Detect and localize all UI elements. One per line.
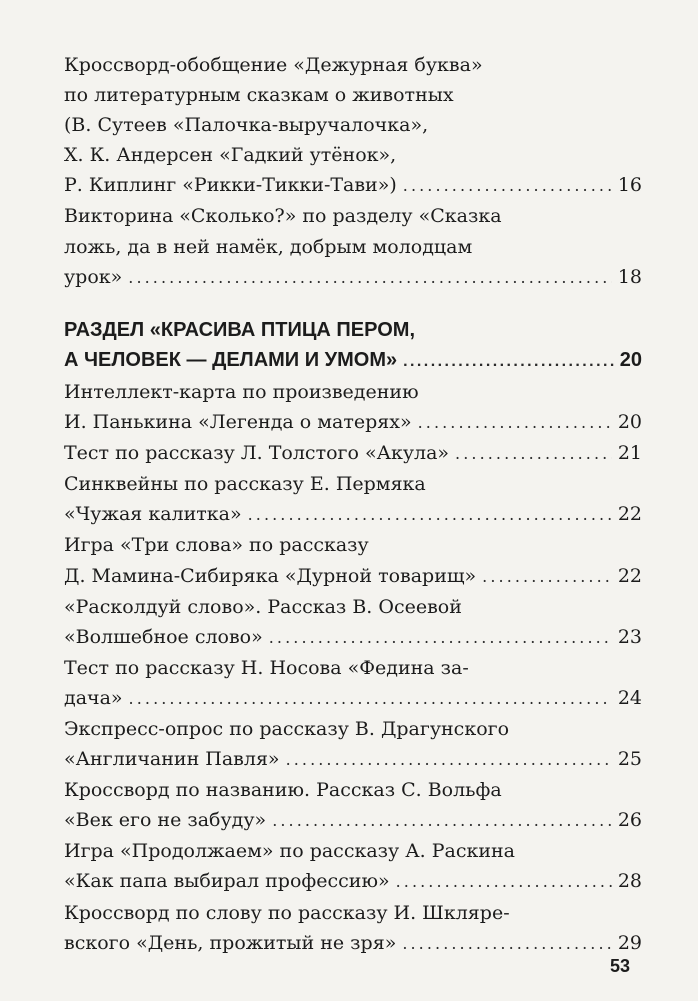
toc-entry-line: [64, 683, 642, 714]
toc-group-section-entries: [64, 377, 642, 959]
toc-entry-text: «Век его не забуду»: [64, 809, 267, 832]
toc-entry-line: [64, 898, 642, 928]
toc-entry-page-number: 23: [617, 625, 642, 648]
toc-entry-page-number: 21: [617, 442, 642, 465]
table-of-contents: [64, 50, 642, 959]
bleed-through-text: [636, 55, 698, 915]
toc-entry-text: по литературным сказкам о животных: [64, 84, 454, 107]
toc-entry-text: (В. Сутеев «Палочка-выручалочка»,: [64, 114, 429, 137]
toc-entry-page-number: 24: [617, 686, 642, 709]
toc-entry-text: Кроссворд-обобщение «Дежурная буква»: [64, 54, 483, 76]
dot-leader: [402, 929, 611, 959]
section-page-number: 20: [619, 348, 642, 371]
toc-entry-page-number: 22: [617, 503, 642, 526]
dot-leader: [129, 684, 612, 714]
toc-entry-line: [64, 438, 642, 469]
toc-entry-text: вского «День, прожитый не зря»: [64, 931, 397, 954]
toc-entry-text: ложь, да в ней намёк, добрым молодцам: [64, 235, 473, 258]
toc-entry-text: Интеллект-карта по произведению: [64, 380, 419, 403]
toc-entry-page-number: 28: [617, 870, 642, 893]
toc-entry-text: Тест по рассказу Н. Носова «Федина за-: [64, 656, 469, 679]
toc-entry-line: [64, 622, 642, 653]
toc-entry-line: [64, 262, 642, 293]
section-heading-line-2: А ЧЕЛОВЕК — ДЕЛАМИ И УМОМ» . . . 20: [64, 345, 642, 377]
toc-entry-page-number: 22: [617, 564, 642, 587]
toc-entry-text: урок»: [64, 265, 123, 288]
dot-leader: [396, 867, 612, 897]
toc-entry-text: «Англичанин Павля»: [64, 748, 280, 771]
toc-entry-line: [64, 714, 642, 744]
toc-entry-line: [64, 170, 642, 201]
toc-entry-text: «Чужая калитка»: [64, 503, 242, 526]
toc-entry-line: [64, 530, 642, 560]
toc-entry-line: [64, 561, 642, 592]
toc-entry-line: [64, 110, 642, 140]
toc-entry-line: [64, 377, 642, 407]
dot-leader: [248, 500, 612, 530]
toc-entry-text: Д. Мамина-Сибиряка «Дурной товарищ»: [64, 564, 477, 587]
dot-leader: [128, 263, 612, 293]
dot-leader: [418, 408, 612, 438]
toc-entry-line: [64, 201, 642, 231]
toc-entry-text: «Расколдуй слово». Рассказ В. Осеевой: [64, 595, 462, 618]
toc-entry-line: [64, 469, 642, 499]
toc-entry-text: Кроссворд по названию. Рассказ С. Вольфа: [64, 779, 502, 802]
dot-leader: [403, 347, 614, 377]
toc-entry-text: Викторина «Сколько?» по разделу «Сказка: [64, 205, 502, 228]
page-number: 53: [609, 956, 630, 976]
dot-leader: [286, 745, 612, 775]
section-heading: [64, 315, 642, 377]
toc-entry-line: [64, 775, 642, 805]
dot-leader: [403, 171, 612, 201]
toc-entry-text: Игра «Три слова» по рассказу: [64, 534, 369, 557]
toc-entry-text: Р. Киплинг «Рикки-Тикки-Тави»): [64, 174, 397, 197]
toc-entry-line: [64, 866, 642, 897]
toc-entry-line: [64, 928, 642, 959]
toc-entry-page-number: 25: [617, 748, 642, 771]
toc-entry-line: [64, 653, 642, 683]
toc-group-fairy-tales: [64, 50, 642, 293]
dot-leader: [482, 562, 612, 592]
dot-leader: [455, 439, 612, 469]
toc-entry-line: [64, 140, 642, 170]
section-heading-line-1: РАЗДЕЛ «КРАСИВА ПТИЦА ПЕРОМ,: [64, 318, 415, 341]
toc-entry-text: Экспресс-опрос по рассказу В. Драгунского: [64, 717, 510, 740]
toc-entry-line: [64, 744, 642, 775]
toc-entry-page-number: 16: [617, 174, 642, 197]
toc-entry-text: Тест по рассказу Л. Толстого «Акула»: [64, 442, 450, 465]
toc-entry-line: [64, 232, 642, 262]
toc-entry-page-number: 20: [617, 411, 642, 434]
toc-entry-text: «Волшебное слово»: [64, 625, 263, 648]
dot-leader: [272, 806, 612, 836]
toc-entry-text: И. Панькина «Легенда о матерях»: [64, 411, 412, 434]
toc-entry-text: Игра «Продолжаем» по рассказу А. Раскина: [64, 840, 515, 863]
toc-entry-line: [64, 805, 642, 836]
toc-entry-page-number: 18: [617, 265, 642, 288]
toc-entry-line: [64, 499, 642, 530]
toc-entry-page-number: 29: [617, 931, 642, 954]
toc-entry-text: Х. К. Андерсен «Гадкий утёнок»,: [64, 144, 397, 167]
toc-entry-line: [64, 80, 642, 110]
toc-entry-line: [64, 836, 642, 866]
dot-leader: [269, 623, 612, 653]
toc-entry-page-number: 26: [617, 809, 642, 832]
toc-entry-text: дача»: [64, 686, 123, 709]
toc-entry-text: Синквейны по рассказу Е. Пермяка: [64, 473, 426, 496]
toc-entry-line: [64, 592, 642, 622]
toc-entry-text: Кроссворд по слову по рассказу И. Шкляре-: [64, 901, 510, 924]
toc-entry-text: «Как папа выбирал профессию»: [64, 870, 390, 893]
toc-entry-line: [64, 407, 642, 438]
toc-entry-line: [64, 50, 642, 80]
